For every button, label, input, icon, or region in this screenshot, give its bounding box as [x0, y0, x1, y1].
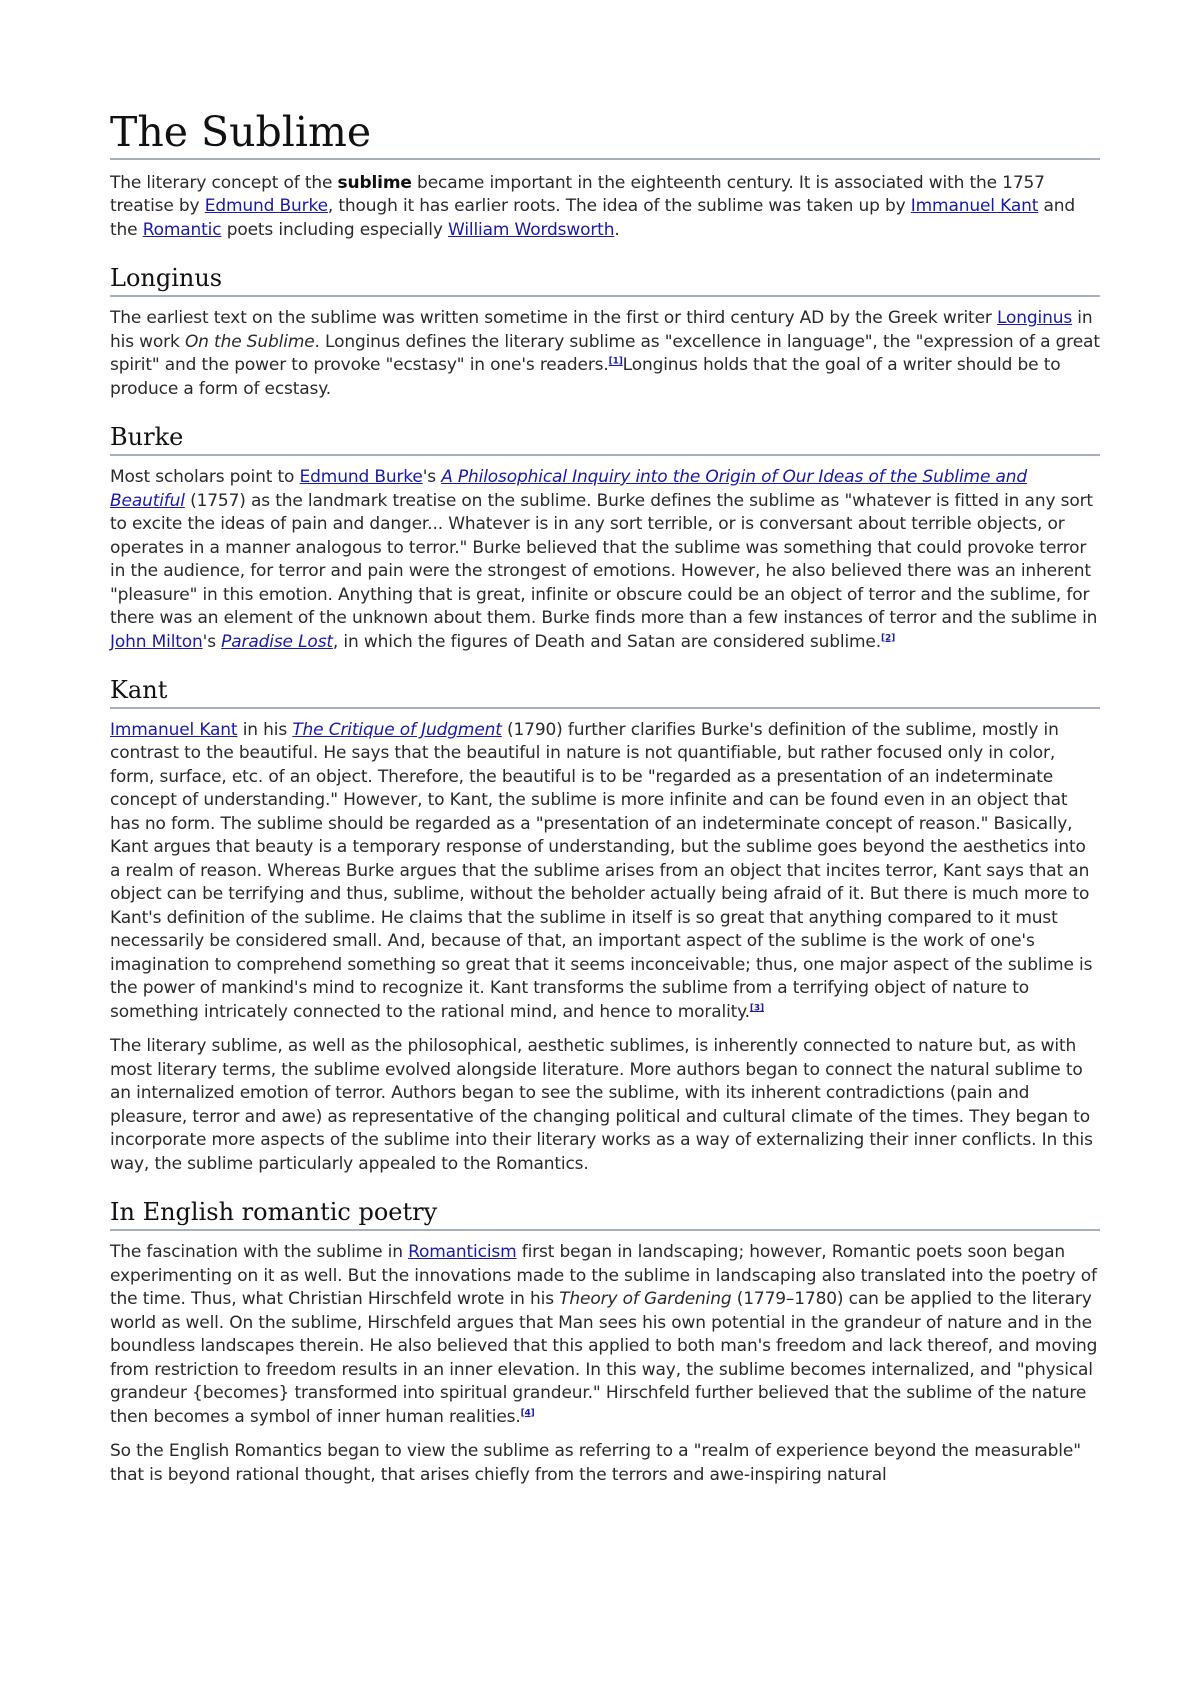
link-edmund-burke[interactable]: Edmund Burke — [204, 196, 328, 217]
body-text: . Longinus defines the literary sublime as "excellence in language", the "expression of a great spirit" and the power to provoke "ecstasy" in one's readers. — [110, 331, 1100, 376]
body-text: (1790) further clarifies Burke's definition of the sublime, mostly in contrast to the beautiful. He says that the beautiful in nature is not quantifiable, but rather focused only in color, form, surface, etc. of an object. Therefore, the beautiful is to be "regarded as a presentation of an indeterminate concept of understanding." However, to Kant, the sublime is more infinite and can be found even in an object that has no form. The sublime should be regarded as a "presentation of an indeterminate concept of reason." Basically, Kant argues that beauty is a temporary response of understanding, but the sublime goes beyond the aesthetics into a realm of reason. Whereas Burke argues that the sublime arises from an object that incites terror, Kant says that an object can be terrifying and thus, sublime, without the beholder actually being afraid of it. But there is much more to Kant's definition of the sublime. He claims that the sublime in itself is so great that anything compared to it must necessarily be considered small. And, because of that, an important aspect of the sublime is the work of one's imagination to comprehend something so great that it seems inconceivable; thus, one major aspect of the sublime is the power of mankind's mind to recognize it. Kant transforms the sublime from a terrifying object of nature to something intricately connected to the rational mind, and hence to morality. — [110, 719, 1093, 1022]
intro-text: poets including especially — [221, 219, 449, 240]
body-text: The earliest text on the sublime was written sometime in the first or third century AD by the Greek writer — [110, 308, 997, 329]
intro-text: , though it has earlier roots. The idea of the sublime was taken up by — [327, 196, 911, 217]
intro-bold-term: sublime — [337, 172, 412, 193]
link-william-wordsworth[interactable]: William Wordsworth — [448, 219, 615, 240]
body-text: first began in landscaping; however, Romantic poets soon began experimenting on it as well. But the innovations made to the sublime in landscaping also translated into the poetry of the time. Thus, what Christian Hirschfeld wrote in his — [110, 1242, 1097, 1310]
intro-paragraph — [110, 172, 1100, 243]
intro-text: became important in the eighteenth century. It is associated with the 1757 treatise by — [110, 172, 1045, 217]
reference-4[interactable] — [521, 1408, 535, 1418]
heading-kant: Kant — [110, 676, 1100, 709]
heading-burke: Burke — [110, 423, 1100, 456]
link-immanuel-kant[interactable]: Immanuel Kant — [110, 719, 238, 740]
body-text: Most scholars point to — [110, 467, 300, 487]
romantic-paragraph-2: So the English Romantics began to view the sublime as referring to a "realm of experience beyond the measurable" that is beyond rational thought, that arises chiefly from the terrors and awe-inspiring natural — [110, 1441, 1081, 1485]
body-text: 's — [202, 631, 222, 652]
intro-text: . — [614, 219, 620, 240]
reference-3[interactable] — [750, 1003, 764, 1013]
body-text: 's — [422, 467, 442, 487]
reference-link[interactable]: [3] — [749, 1003, 764, 1014]
burke-paragraph — [110, 466, 1100, 654]
body-text: (1757) as the landmark treatise on the sublime. Burke defines the sublime as "whatever is fitted in any sort to excite the ideas of pain and danger... Whatever is in any sort terrible, or is conversant about terrible objects, or operates in a manner analogous to terror." Burke believed that the sublime was something that could provoke terror in the audience, for terror and pain were the strongest of emotions. However, he also believed there was an inherent "pleasure" in this emotion. Anything that is great, infinite or obscure could be an object of terror and the sublime, for there was an element of the unknown about them. Burke finds more than a few instances of terror and the sublime in — [110, 490, 1098, 628]
body-text: The fascination with the sublime in — [110, 1242, 409, 1263]
link-edmund-burke[interactable]: Edmund Burke — [299, 467, 423, 487]
heading-romantic-poetry: In English romantic poetry — [110, 1198, 1100, 1231]
link-paradise-lost[interactable]: Paradise Lost — [221, 631, 333, 652]
work-title: On the Sublime — [184, 331, 315, 352]
reference-1[interactable] — [609, 357, 623, 367]
link-john-milton[interactable]: John Milton — [110, 631, 203, 652]
body-text: , in which the figures of Death and Satan are considered sublime. — [332, 631, 881, 652]
longinus-paragraph — [110, 307, 1100, 401]
reference-link[interactable]: [1] — [608, 356, 623, 367]
intro-text: and the — [110, 196, 1076, 240]
link-romanticism[interactable]: Romanticism — [408, 1242, 517, 1263]
article — [110, 110, 1100, 1498]
body-text: in his — [237, 719, 293, 740]
reference-2[interactable] — [881, 633, 895, 643]
link-immanuel-kant[interactable]: Immanuel Kant — [910, 196, 1039, 217]
intro-text: The literary concept of the — [110, 172, 338, 193]
link-longinus[interactable]: Longinus — [996, 308, 1073, 329]
reference-link[interactable]: [2] — [881, 632, 896, 643]
link-romantic[interactable]: Romantic — [142, 219, 222, 240]
body-text: Longinus holds that the goal of a writer should be to produce a form of ecstasy. — [110, 355, 1061, 399]
link-critique-of-judgment[interactable]: The Critique of Judgment — [292, 719, 502, 740]
page-title: The Sublime — [110, 110, 1100, 160]
heading-longinus: Longinus — [110, 264, 1100, 297]
body-text: (1779–1780) can be applied to the literary world as well. On the sublime, Hirschfeld argues that Man sees his own potential in the grandeur of nature and in the boundless landscapes therein. He also believed that this applied to both man's freedom and lack thereof, and moving from restriction to freedom results in an inner elevation. In this way, the sublime becomes internalized, and "physical grandeur {becomes} transformed into spiritual grandeur." Hirschfeld further believed that the sublime of the nature then becomes a symbol of inner human realities. — [110, 1289, 1098, 1427]
work-title: Theory of Gardening — [559, 1289, 732, 1310]
romantic-paragraph-1 — [110, 1241, 1100, 1429]
reference-link[interactable]: [4] — [520, 1407, 535, 1418]
link-philosophical-inquiry[interactable]: A Philosophical Inquiry into the Origin of Our Ideas of the Sublime and Beautiful — [110, 467, 1028, 511]
kant-paragraph-2: The literary sublime, as well as the philosophical, aesthetic sublimes, is inherently connected to nature but, as with most literary terms, the sublime evolved alongside literature. More authors began to connect the natural sublime to an internalized emotion of terror. Authors began to see the sublime, with its inherent contradictions (pain and pleasure, terror and awe) as representative of the changing political and cultural climate of the times. They began to incorporate more aspects of the sublime into their literary works as a way of externalizing their inner conflicts. In this way, the sublime particularly appealed to the Romantics. — [110, 1036, 1093, 1174]
kant-paragraph-1 — [110, 719, 1100, 1025]
body-text: in his work — [110, 308, 1093, 352]
